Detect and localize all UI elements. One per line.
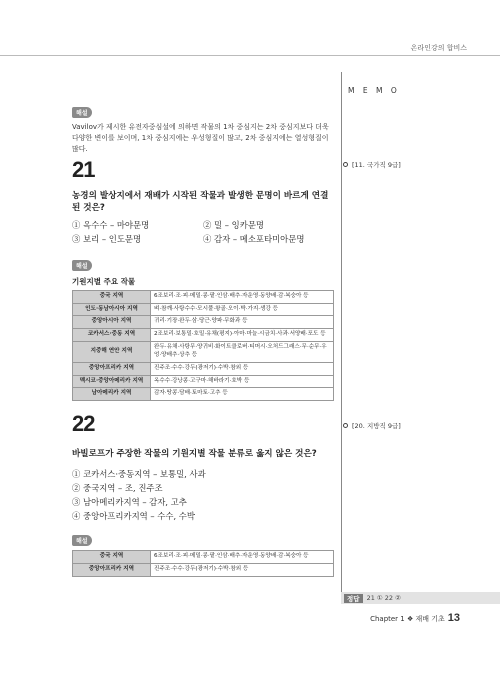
table-row	[73, 342, 334, 363]
solution-tag: 해설	[72, 107, 92, 118]
origin-crops-table	[72, 550, 334, 577]
crops-cell: 6조보리·조·피·메밀·콩·팥·인삼·배추·자운영·동양배·감·복숭아 등	[151, 290, 334, 303]
choice-3: ③ 보리 – 인도문명	[72, 233, 142, 244]
region-cell: 남아메리카 지역	[73, 388, 151, 401]
bullet-icon	[343, 423, 348, 428]
table-row	[73, 388, 334, 401]
table-row	[73, 564, 334, 577]
choice-4: ④ 중앙아프리카지역 – 수수, 수박	[72, 510, 195, 521]
crops-cell: 진주조·수수·강두(광저기)·수박·참외 등	[151, 362, 334, 375]
choice-list	[72, 219, 334, 247]
bullet-icon	[343, 162, 348, 167]
header-brand: 온라인강의 합비스	[410, 44, 467, 52]
region-cell: 인도·동남아시아 지역	[73, 303, 151, 316]
side-note-text: [11. 국가직 9급]	[352, 161, 401, 169]
answer-text: 21 ① 22 ②	[366, 594, 401, 602]
choice-list	[72, 468, 334, 523]
question-number: 22	[72, 411, 95, 436]
choice-2: ② 밀 – 잉카문명	[203, 220, 264, 230]
question-text: 바빌로프가 주장한 작물의 기원지별 작물 분류로 옳지 않은 것은?	[72, 449, 317, 459]
region-cell: 중앙아시아 지역	[73, 316, 151, 329]
table-row	[73, 316, 334, 329]
region-cell: 중국 지역	[73, 551, 151, 564]
region-cell: 중앙아프리카 지역	[73, 564, 151, 577]
table-row	[73, 329, 334, 342]
choice-3: ③ 남아메리카지역 – 감자, 고추	[72, 496, 187, 507]
table-row	[73, 375, 334, 388]
choice-1: ① 옥수수 – 마야문명	[72, 220, 150, 230]
region-cell: 중앙아프리카 지역	[73, 362, 151, 375]
crops-cell: 2조보리·보통밀·호밀·유채(평지)·아마·마늘·시금치·사과·서양배·포도 등	[151, 329, 334, 342]
question-number: 21	[72, 157, 95, 182]
choice-1: ① 코카서스·중동지역 – 보통밀, 사과	[72, 469, 206, 479]
table-row	[73, 551, 334, 564]
choice-4: ④ 감자 – 메소포타미아문명	[203, 233, 305, 244]
answer-bar	[341, 592, 500, 604]
side-note-22	[343, 421, 401, 430]
header-rule	[0, 55, 500, 56]
answer-label: 정답	[344, 594, 363, 603]
memo-label: M E M O	[348, 86, 400, 95]
solution-text: Vavilov가 제시한 유전자중심설에 의하면 작물의 1차 중심지는 2차 중심지보다 더욱 다양한 변이를 보이며, 1차 중심지에는 우성형질이 많고, 2차 중심지에는 열성형질이 많다.	[72, 123, 329, 153]
origin-crops-table	[72, 290, 334, 401]
choice-2: ② 중국지역 – 조, 진주조	[72, 482, 163, 493]
side-note-text: [20. 지방직 9급]	[352, 422, 401, 430]
prev-solution	[72, 100, 334, 155]
crops-cell: 귀리·기장·완두·삼·당근·양파·무화과 등	[151, 316, 334, 329]
solution-tag: 해설	[72, 260, 92, 271]
crops-cell: 감자·땅콩·담배·토마토·고추 등	[151, 388, 334, 401]
chapter-title: Chapter 1 ❖ 재배 기초	[370, 615, 445, 623]
question-21	[72, 157, 334, 401]
region-cell: 코카서스·중동 지역	[73, 329, 151, 342]
crops-cell: 벼·참깨·사탕수수·모시풀·왕골·오이·박·가지·생강 등	[151, 303, 334, 316]
region-cell: 멕시코·중앙아메리카 지역	[73, 375, 151, 388]
table-row	[73, 362, 334, 375]
question-22	[72, 411, 334, 577]
solution-tag: 해설	[72, 535, 92, 546]
crops-cell: 6조보리·조·피·메밀·콩·팥·인삼·배추·자운영·동양배·감·복숭아 등	[151, 551, 334, 564]
page-number: 13	[447, 612, 460, 624]
region-cell: 지중해 연안 지역	[73, 342, 151, 363]
question-text: 농경의 발상지에서 재배가 시작된 작물과 발생한 문명이 바르게 연결된 것은?	[72, 191, 329, 213]
memo-divider	[341, 72, 342, 598]
table-row	[73, 303, 334, 316]
crops-cell: 완두·유채·사탕무·양귀비·화이트클로버·티머시·오처드그래스·무·순무·우엉·양배추·상추 등	[151, 342, 334, 363]
table-row	[73, 290, 334, 303]
crops-cell: 진주조·수수·강두(광저기)·수박·참외 등	[151, 564, 334, 577]
region-cell: 중국 지역	[73, 290, 151, 303]
crops-cell: 옥수수·강낭콩·고구마·해바라기·호박 등	[151, 375, 334, 388]
page-footer	[370, 612, 460, 624]
table-title: 기원지별 주요 작물	[72, 276, 136, 286]
side-note-21	[343, 160, 401, 169]
